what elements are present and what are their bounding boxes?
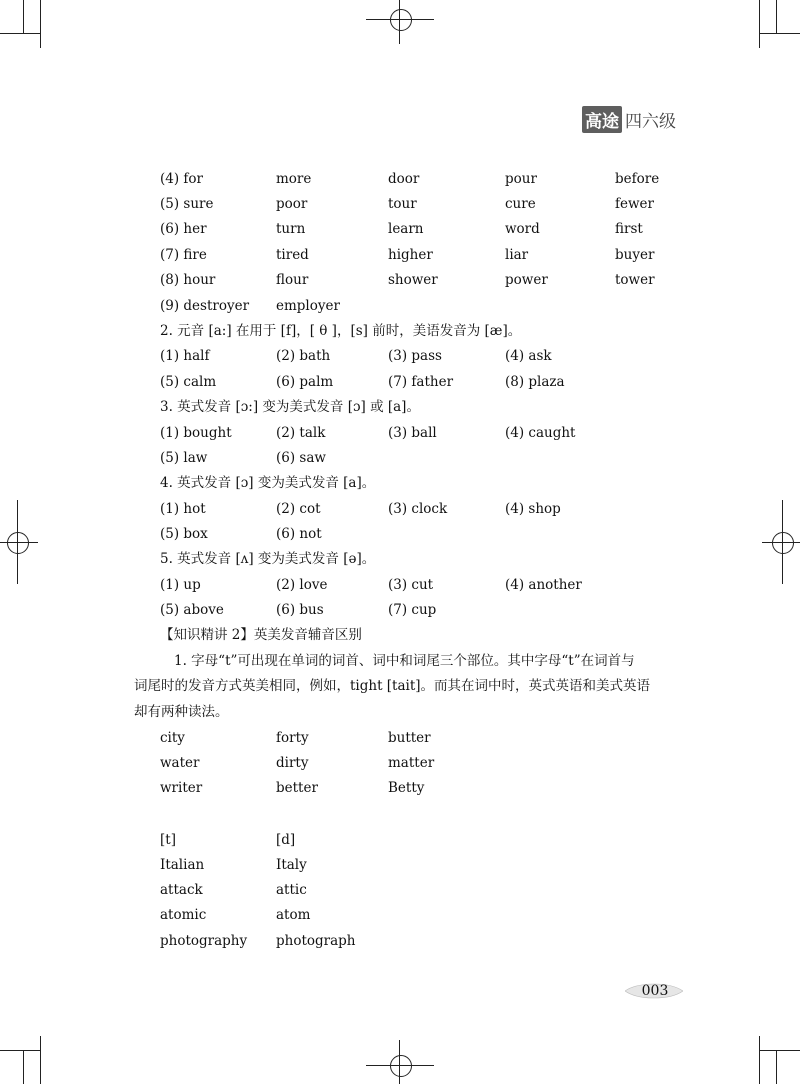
cell: (8) plaza bbox=[505, 374, 565, 390]
cell: flour bbox=[276, 272, 309, 288]
column-header: [d] bbox=[276, 832, 296, 848]
cell: (9) destroyer bbox=[160, 298, 250, 314]
cell: employer bbox=[276, 298, 340, 314]
cell: (4) another bbox=[505, 577, 582, 593]
cell: shower bbox=[388, 272, 438, 288]
cell: (4) ask bbox=[505, 348, 552, 364]
cell: tower bbox=[615, 272, 655, 288]
cell: cure bbox=[505, 196, 536, 212]
cell: (5) calm bbox=[160, 374, 217, 390]
cell: (6) bus bbox=[276, 602, 324, 618]
cell: (3) clock bbox=[388, 501, 448, 517]
cell: (2) love bbox=[276, 577, 328, 593]
cell: tired bbox=[276, 247, 309, 263]
cell: (6) her bbox=[160, 221, 207, 237]
cell: tour bbox=[388, 196, 417, 212]
cell: (4) shop bbox=[505, 501, 561, 517]
cell: (5) law bbox=[160, 450, 208, 466]
cell: fewer bbox=[615, 196, 654, 212]
cell: (3) pass bbox=[388, 348, 442, 364]
cell: city bbox=[160, 730, 185, 746]
cell: before bbox=[615, 171, 660, 187]
cell: (5) sure bbox=[160, 196, 214, 212]
brand-logo-box: 高途 bbox=[582, 106, 622, 133]
cell: (2) talk bbox=[276, 425, 326, 441]
cell: matter bbox=[388, 755, 435, 771]
column-header: [t] bbox=[160, 832, 176, 848]
cell: door bbox=[388, 171, 420, 187]
cell: (6) not bbox=[276, 526, 322, 542]
cell: turn bbox=[276, 221, 306, 237]
cell: Betty bbox=[388, 780, 425, 796]
cell: (1) up bbox=[160, 577, 201, 593]
cell: attic bbox=[276, 882, 307, 898]
cell: power bbox=[505, 272, 548, 288]
cell: forty bbox=[276, 730, 309, 746]
cell: (4) caught bbox=[505, 425, 576, 441]
section4-heading: 4. 英式发音 [ɔ] 变为美式发音 [a]。 bbox=[160, 475, 376, 491]
cell: butter bbox=[388, 730, 431, 746]
cell: (6) saw bbox=[276, 450, 326, 466]
cell: dirty bbox=[276, 755, 309, 771]
section2-heading: 2. 元音 [a:] 在用于 [f]，[ θ ]，[s] 前时，美语发音为 [æ]。 bbox=[160, 323, 522, 339]
paragraph-line: 1. 字母“t”可出现在单词的词首、词中和词尾三个部位。其中字母“t”在词首与 bbox=[174, 653, 635, 669]
explanation-paragraph bbox=[134, 649, 672, 725]
cell: (7) cup bbox=[388, 602, 437, 618]
cell: (5) box bbox=[160, 526, 208, 542]
cell: (2) cot bbox=[276, 501, 321, 517]
paragraph-line: 却有两种读法。 bbox=[134, 703, 229, 720]
section3-heading: 3. 英式发音 [ɔ:] 变为美式发音 [ɔ] 或 [a]。 bbox=[160, 399, 420, 415]
cell: buyer bbox=[615, 247, 655, 263]
cell: first bbox=[615, 221, 643, 237]
paragraph-line: 词尾时的发音方式英美相同，例如，tight [tait]。而其在词中时，英式英语和美式英语 bbox=[134, 678, 651, 695]
cell: better bbox=[276, 780, 318, 796]
cell: (2) bath bbox=[276, 348, 331, 364]
cell: learn bbox=[388, 221, 424, 237]
cell: atom bbox=[276, 907, 311, 923]
cell: word bbox=[505, 221, 540, 237]
cell: (3) cut bbox=[388, 577, 434, 593]
cell: photography bbox=[160, 933, 248, 949]
cell: pour bbox=[505, 171, 537, 187]
cell: (1) bought bbox=[160, 425, 232, 441]
knowledge-heading: 【知识精讲 2】英美发音辅音区别 bbox=[160, 627, 362, 643]
cell: (1) hot bbox=[160, 501, 206, 517]
brand-subtitle: 四六级 bbox=[625, 111, 676, 132]
cell: water bbox=[160, 755, 200, 771]
cell: (4) for bbox=[160, 171, 203, 187]
cell: (7) father bbox=[388, 374, 454, 390]
cell: (3) ball bbox=[388, 425, 437, 441]
cell: liar bbox=[505, 247, 529, 263]
cell: poor bbox=[276, 196, 308, 212]
cell: attack bbox=[160, 882, 203, 898]
cell: photograph bbox=[276, 933, 356, 949]
cell: (6) palm bbox=[276, 374, 334, 390]
cell: (5) above bbox=[160, 602, 224, 618]
header-brand bbox=[582, 107, 676, 131]
cell: writer bbox=[160, 780, 203, 796]
cell: Italy bbox=[276, 857, 307, 873]
cell: (8) hour bbox=[160, 272, 216, 288]
page-number: 003 bbox=[641, 983, 669, 999]
section5-heading: 5. 英式发音 [ʌ] 变为美式发音 [ə]。 bbox=[160, 551, 376, 567]
cell: (7) fire bbox=[160, 247, 207, 263]
cell: atomic bbox=[160, 907, 207, 923]
cell: more bbox=[276, 171, 312, 187]
cell: higher bbox=[388, 247, 433, 263]
cell: Italian bbox=[160, 857, 205, 873]
cell: (1) half bbox=[160, 348, 210, 364]
